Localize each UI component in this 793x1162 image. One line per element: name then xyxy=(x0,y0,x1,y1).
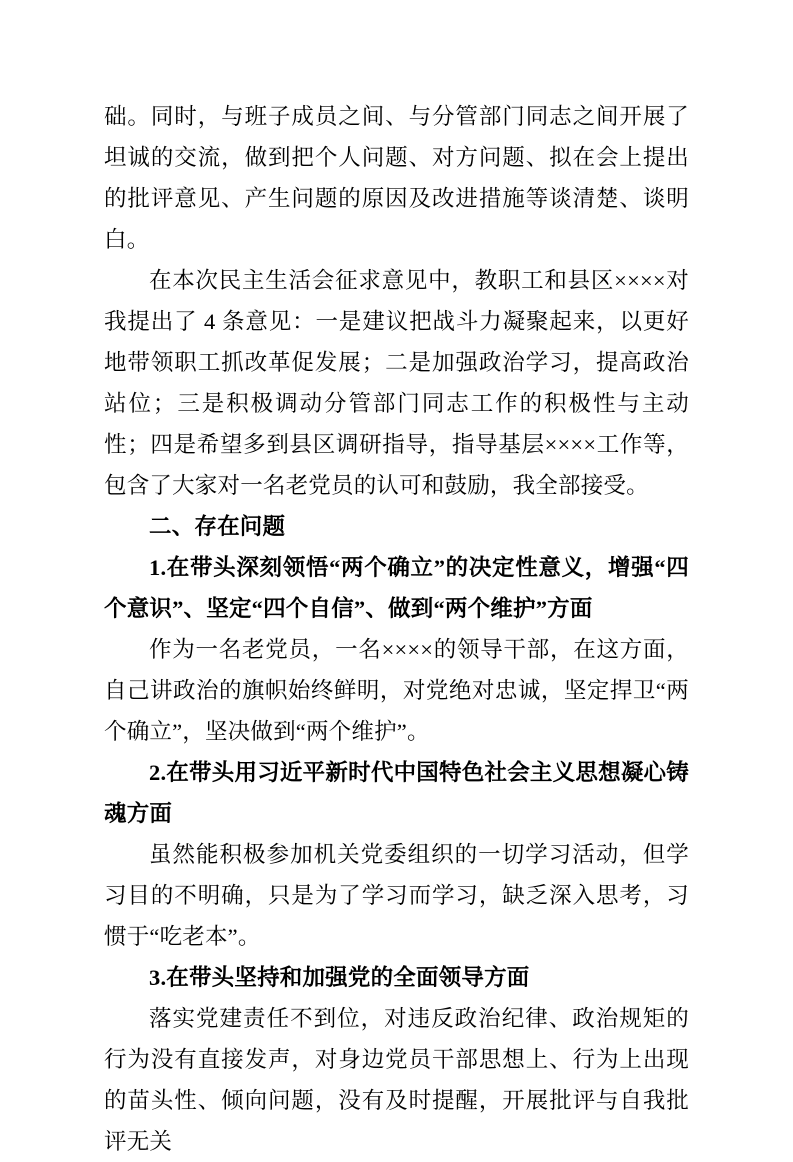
paragraph-item-2: 虽然能积极参加机关党委组织的一切学习活动，但学习目的不明确，只是为了学习而学习，缺乏深入思考，习惯于“吃老本”。 xyxy=(104,842,689,949)
document-body xyxy=(104,96,689,1162)
paragraph-item-1: 作为一名老党员，一名××××的领导干部，在这方面，自己讲政治的旗帜始终鲜明，对党绝对忠诚，坚定捍卫“两个确立”，坚决做到“两个维护”。 xyxy=(104,637,689,744)
heading-section-two: 二、存在问题 xyxy=(149,514,286,539)
paragraph-opinions: 在本次民主生活会征求意见中，教职工和县区××××对我提出了 4 条意见：一是建议把战斗力凝聚起来，以更好地带领职工抓改革促发展；二是加强政治学习，提高政治站位；三是积极调动分管部门同志工作的积极性与主动性；四是希望多到县区调研指导，指导基层××××工作等，包含了大家对一名老党员的认可和鼓励，我全部接受。 xyxy=(104,268,689,498)
subheading-item-1: 1.在带头深刻领悟“两个确立”的决定性意义，增强“四个意识”、坚定“四个自信”、做到“两个维护”方面 xyxy=(104,555,689,621)
subheading-item-2: 2.在带头用习近平新时代中国特色社会主义思想凝心铸魂方面 xyxy=(104,760,689,826)
paragraph-continuation: 础。同时，与班子成员之间、与分管部门同志之间开展了坦诚的交流，做到把个人问题、对方问题、拟在会上提出的批评意见、产生问题的原因及改进措施等谈清楚、谈明白。 xyxy=(104,104,689,252)
subheading-item-3: 3.在带头坚持和加强党的全面领导方面 xyxy=(149,965,530,990)
paragraph-item-3: 落实党建责任不到位，对违反政治纪律、政治规矩的行为没有直接发声，对身边党员干部思想上、行为上出现的苗头性、倾向问题，没有及时提醒，开展批评与自我批评无关 xyxy=(104,1006,689,1154)
